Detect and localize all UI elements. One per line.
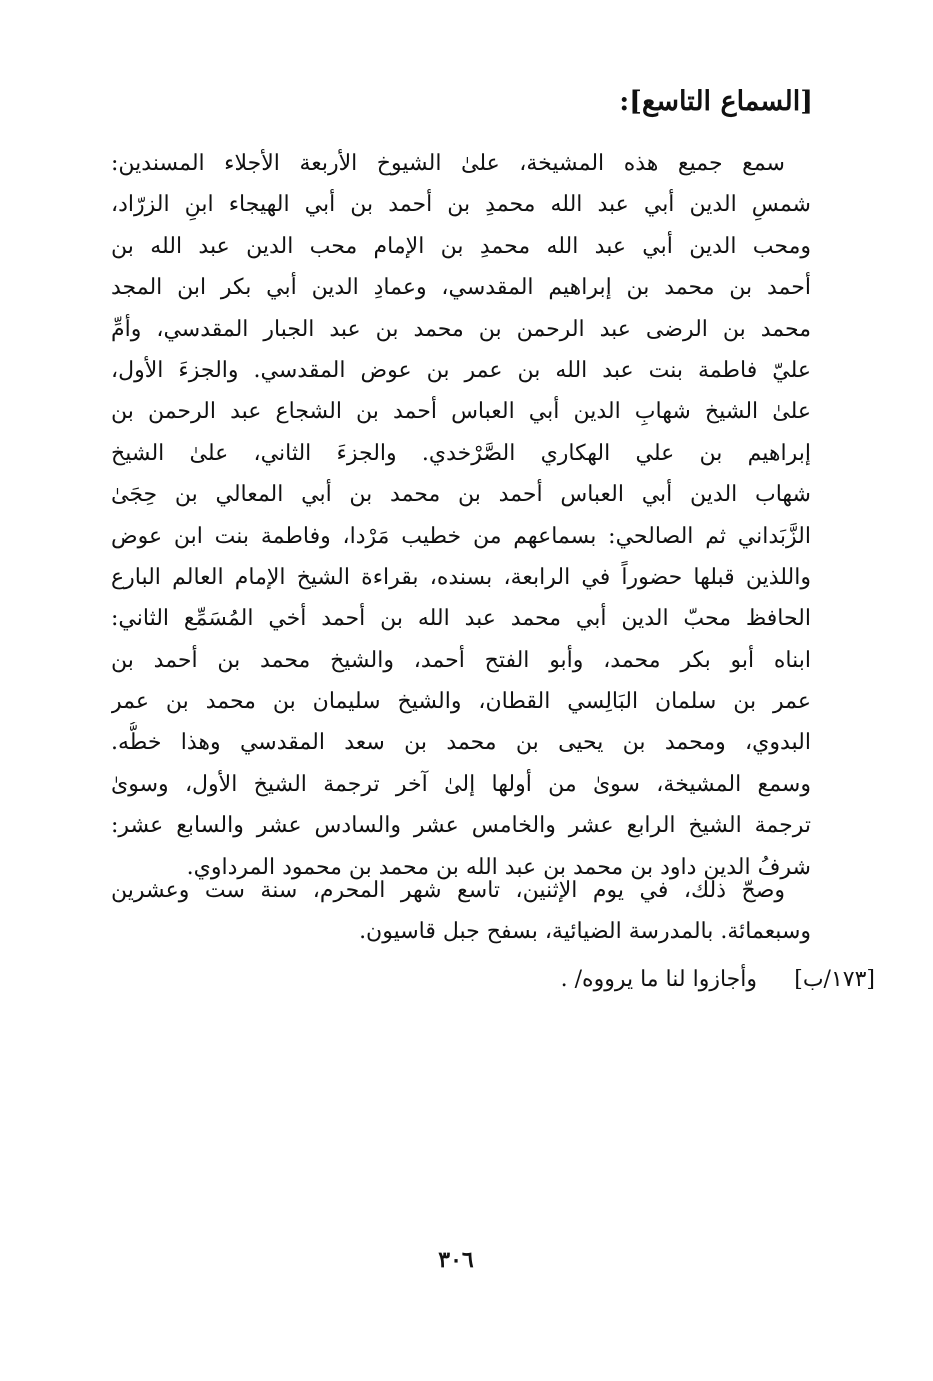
text-line: وصحّ ذلك، في يوم الإثنين، تاسع شهر المحرم، سنة ست وعشرين (111, 878, 785, 903)
folio-marker: [١٧٣/ب] (794, 967, 875, 992)
date-paragraph (111, 870, 811, 953)
main-paragraph (111, 143, 811, 888)
closing-line: وأجازوا لنا ما يرووه/ . (560, 967, 757, 992)
text-line: ومحب الدين أبي عبد الله محمدِ بن الإمام محب الدين عبد الله بن (111, 233, 811, 259)
text-line: ترجمة الشيخ الرابع عشر والخامس عشر والسادس عشر والسابع عشر: (111, 813, 811, 839)
text-line: الزَّبَداني ثم الصالحي: بسماعهم من خطيب مَرْدا، وفاطمة بنت ابن عوض (111, 523, 811, 549)
text-line: الحافظ محبّ الدين أبي محمد عبد الله بن أحمد أخي المُسَمِّع الثاني: (111, 606, 811, 632)
text-line: أحمد بن محمد بن إبراهيم المقدسي، وعمادِ الدين أبي بكر ابن المجد (111, 275, 811, 301)
text-line: سمع جميع هذه المشيخة، علىٰ الشيوخ الأربعة الأجلاء المسندين: (111, 151, 785, 176)
text-line: شرفُ الدين داود بن محمد بن عبد الله بن محمد بن محمود المرداوي. (186, 854, 811, 880)
text-line: إبراهيم بن علي الهكاري الصَّرْخدي. والجزءَ الثاني، علىٰ الشيخ (111, 440, 811, 466)
text-line: واللذين قبلها حضوراً في الرابعة، بسنده، بقراءة الشيخ الإمام العالم البارع (111, 564, 811, 590)
text-line: البدوي، ومحمد بن يحيى بن محمد بن سعد المقدسي وهذا خطُّه. (111, 730, 811, 756)
text-line: وسبعمائة. بالمدرسة الضيائية، بسفح جبل قاسيون. (359, 919, 811, 945)
page-number: ٣٠٦ (438, 1247, 474, 1273)
section-heading: [السماع التاسع]: (619, 86, 813, 117)
text-line: شهاب الدين أبي العباس أحمد بن محمد بن أبي المعالي بن حِجَىٰ (111, 482, 811, 508)
text-line: محمد بن الرضى عبد الرحمن بن محمد بن عبد الجبار المقدسي، وأمِّ (111, 316, 811, 342)
text-line: عليّ فاطمة بنت عبد الله بن عمر بن عوض المقدسي. والجزءَ الأول، (111, 357, 811, 383)
text-line: وسمع المشيخة، سوىٰ من أولها إلىٰ آخر ترجمة الشيخ الأول، وسوىٰ (111, 771, 811, 797)
text-line: عمر بن سلمان البَالِسي القطان، والشيخ سليمان بن محمد بن عمر (111, 689, 811, 715)
text-line: شمسِ الدين أبي عبد الله محمدِ بن أحمد بن أبي الهيجاء ابنِ الزرّاد، (111, 192, 811, 218)
text-line: علىٰ الشيخ شهابِ الدين أبي العباس أحمد بن الشجاع عبد الرحمن بن (111, 399, 811, 425)
text-line: ابناه أبو بكر محمد، وأبو الفتح أحمد، والشيخ محمد بن أحمد بن (111, 647, 811, 673)
